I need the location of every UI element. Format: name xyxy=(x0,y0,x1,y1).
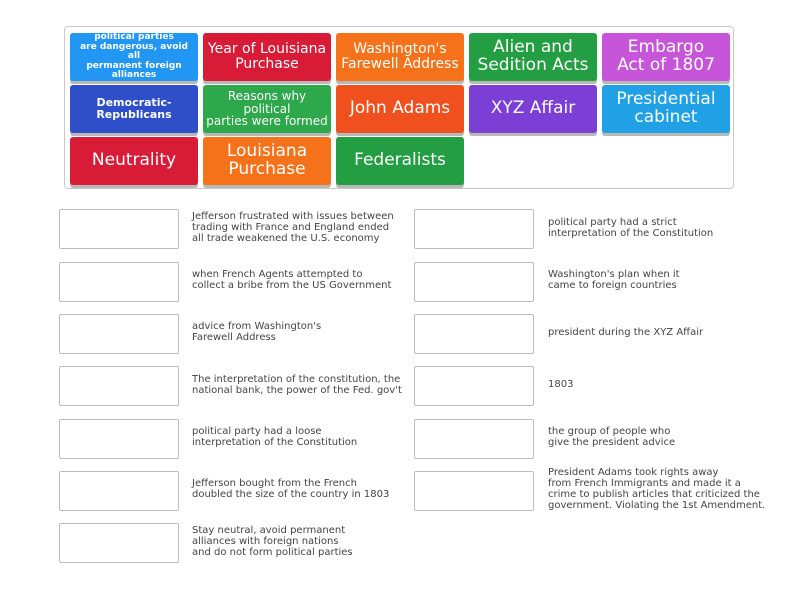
clue-text: Washington's plan when it came to foreign countries xyxy=(548,269,680,291)
clue-text: President Adams took rights away from French Immigrants and made it a crime to publish articles that criticized the government. Violating the 1st Amendment. xyxy=(548,467,766,511)
drop-zone[interactable] xyxy=(414,366,534,406)
clue-text: the group of people who give the president advice xyxy=(548,426,676,448)
tile-federalists[interactable]: Federalists xyxy=(336,137,464,185)
tile-presidential-cabinet[interactable]: Presidential cabinet xyxy=(602,85,730,133)
clue-text: 1803 xyxy=(548,379,574,390)
drop-zone[interactable] xyxy=(59,419,179,459)
tile-xyz-affair[interactable]: XYZ Affair xyxy=(469,85,597,133)
clue-text: Stay neutral, avoid permanent alliances with foreign nations and do not form political parties xyxy=(192,525,353,558)
drop-zone[interactable] xyxy=(59,209,179,249)
clue-text: Jefferson frustrated with issues between trading with France and England ended all trade weakened the U.S. economy xyxy=(192,211,394,244)
tile-embargo-act-1807[interactable]: Embargo Act of 1807 xyxy=(602,33,730,81)
tile-democratic-republicans[interactable]: Democratic-Republicans xyxy=(70,85,198,133)
clue-text: when French Agents attempted to collect a bribe from the US Government xyxy=(192,269,392,291)
drop-zone[interactable] xyxy=(414,314,534,354)
tile-political-parties-dangerous[interactable]: political parties are dangerous, avoid all permanent foreign alliances xyxy=(70,33,198,81)
tile-neutrality[interactable]: Neutrality xyxy=(70,137,198,185)
clue-text: The interpretation of the constitution, the national bank, the power of the Fed. gov't xyxy=(192,374,402,396)
drop-zone[interactable] xyxy=(59,314,179,354)
drop-zone[interactable] xyxy=(414,471,534,511)
clue-text: advice from Washington's Farewell Address xyxy=(192,321,322,343)
tile-year-of-louisiana-purchase[interactable]: Year of Louisiana Purchase xyxy=(203,33,331,81)
drop-zone[interactable] xyxy=(59,523,179,563)
drop-zone[interactable] xyxy=(59,262,179,302)
drop-zone[interactable] xyxy=(59,471,179,511)
clue-text: president during the XYZ Affair xyxy=(548,327,704,338)
tile-alien-and-sedition-acts[interactable]: Alien and Sedition Acts xyxy=(469,33,597,81)
clue-text: political party had a loose interpretation of the Constitution xyxy=(192,426,358,448)
drop-zone[interactable] xyxy=(59,366,179,406)
drop-zone[interactable] xyxy=(414,262,534,302)
tile-reasons-political-parties-formed[interactable]: Reasons why political parties were formed xyxy=(203,85,331,133)
drop-zone[interactable] xyxy=(414,209,534,249)
tile-washingtons-farewell-address[interactable]: Washington's Farewell Address xyxy=(336,33,464,81)
clue-text: political party had a strict interpretation of the Constitution xyxy=(548,217,714,239)
tile-louisiana-purchase[interactable]: Louisiana Purchase xyxy=(203,137,331,185)
clue-text: Jefferson bought from the French doubled the size of the country in 1803 xyxy=(192,478,390,500)
drop-zone[interactable] xyxy=(414,419,534,459)
tile-john-adams[interactable]: John Adams xyxy=(336,85,464,133)
